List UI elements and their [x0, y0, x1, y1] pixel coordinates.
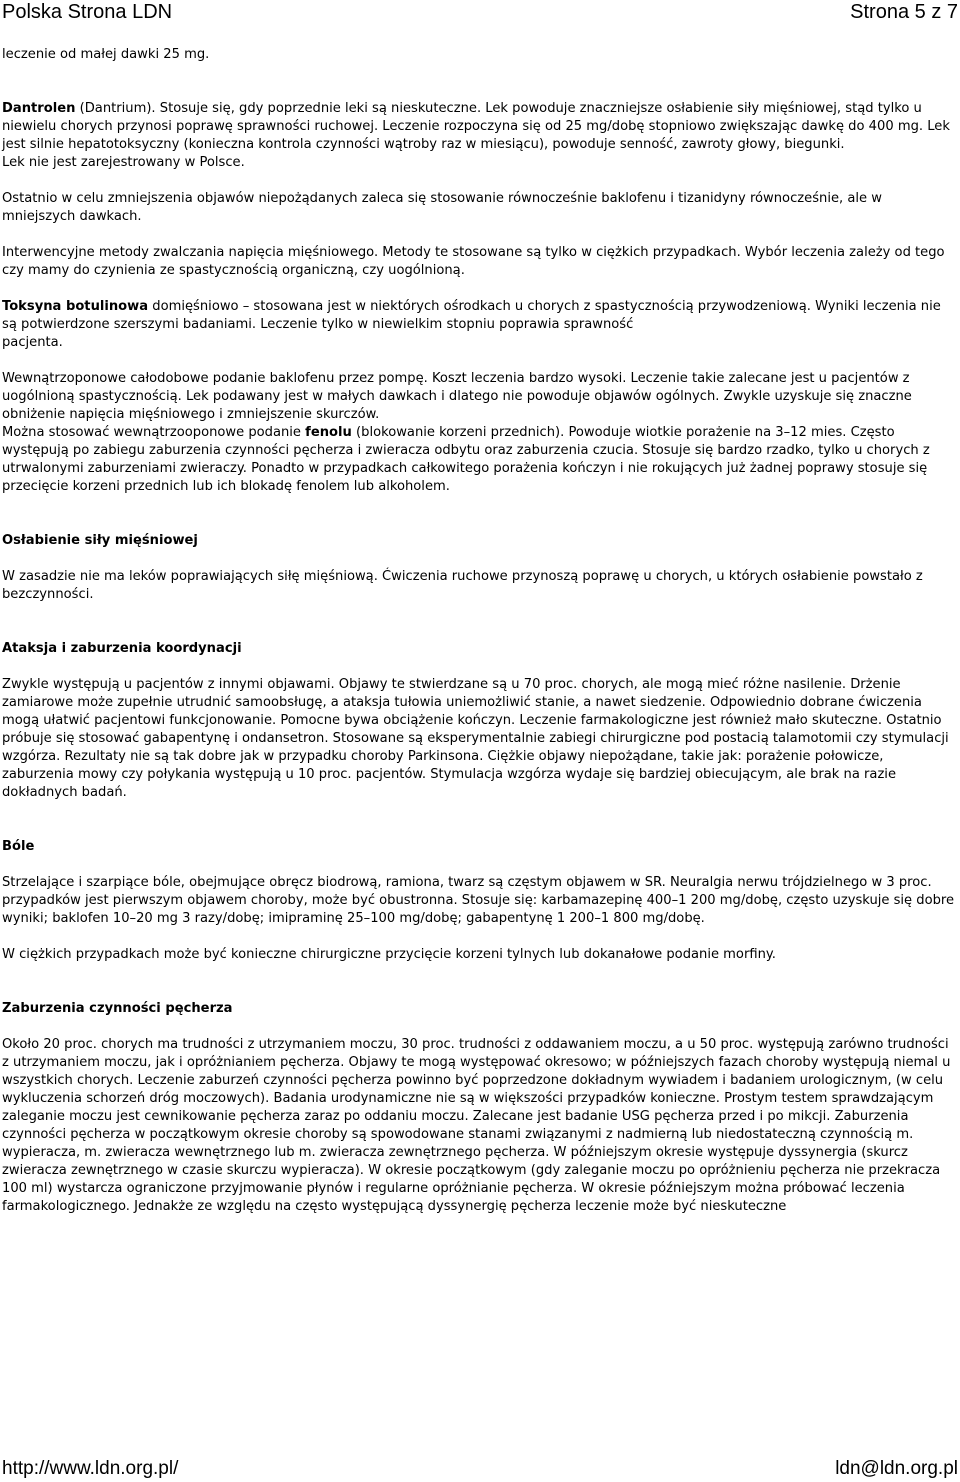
page-number: Strona 5 z 7 — [850, 1, 958, 23]
paragraph-text: (blokowanie korzeni przednich). Powoduje wiotkie porażenie na 3–12 mies. Często występują po zabiegu zaburzenia czynności pęcherza i zwieracza odbytu oraz zaburzenia czucia. Stosuje się bardzo rzadko, tylko u chorych z utrwalonymi zaburzeniami zwieraczy. Ponadto w przypadkach całkowitego porażenia kończyn i nie rokujących już żadnej poprawy stosuje się przecięcie korzeni przednich lub ich blokadę fenolem lub alkoholem. — [2, 425, 930, 494]
site-title: Polska Strona LDN — [2, 1, 173, 23]
section-heading: Bóle — [2, 839, 35, 854]
section-heading: Ataksja i zaburzenia koordynacji — [2, 641, 242, 656]
paragraph-text: Wewnątrzoponowe całodobowe podanie baklofenu przez pompę. Koszt leczenia bardzo wysoki. Leczenie takie zalecane jest u pacjentów z uogólnioną spastycznością. Lek podawany jest w małych dawkach i dlatego nie powoduje objawów ogólnych. Zwykle uzyskuje się znaczne obniżenie napięcia mięśniowego i zmniejszenie skurczów. Można stosować wewnątrzooponowe podanie — [2, 371, 912, 440]
paragraph-baclofen — [2, 370, 956, 496]
drug-name: Dantrolen — [2, 101, 76, 116]
footer-url[interactable]: http://www.ldn.org.pl/ — [2, 1458, 179, 1479]
paragraph-text: domięśniowo – stosowana jest w niektórych ośrodkach u chorych z spastycznością przywodzeniową. Wyniki leczenia nie są potwierdzone szerszymi badaniami. Leczenie tylko w niewielkim stopniu poprawia sprawność pacjenta. — [2, 299, 941, 350]
drug-name: fenolu — [305, 425, 352, 440]
drug-name: Toksyna botulinowa — [2, 299, 149, 314]
section-heading: Zaburzenia czynności pęcherza — [2, 1001, 233, 1016]
article-body — [2, 46, 956, 1234]
paragraph: W zasadzie nie ma leków poprawiających siłę mięśniową. Ćwiczenia ruchowe przynoszą poprawę u chorych, u których osłabienie powstało z bezczynności. — [2, 569, 923, 602]
paragraph-botulinum — [2, 298, 956, 352]
paragraph-dantrolen — [2, 100, 956, 172]
paragraph: Ostatnio w celu zmniejszenia objawów niepożądanych zaleca się stosowanie równocześnie baklofenu i tizanidyny równocześnie, ale w mniejszych dawkach. — [2, 191, 882, 224]
paragraph: leczenie od małej dawki 25 mg. — [2, 47, 210, 62]
paragraph: Interwencyjne metody zwalczania napięcia mięśniowego. Metody te stosowane są tylko w ciężkich przypadkach. Wybór leczenia zależy od tego czy mamy do czynienia ze spastycznością organiczną, czy uogólnioną. — [2, 245, 945, 278]
paragraph: Zwykle występują u pacjentów z innymi objawami. Objawy te stwierdzane są u 70 proc. chorych, ale mogą mieć różne nasilenie. Drżenie zamiarowe może zupełnie utrudnić samoobsługę, a ataksja tułowia uniemożliwić stanie, a nawet siedzenie. Odpowiednio dobrane ćwiczenia mogą ułatwić pacjentowi funkcjonowanie. Pomocne bywa obciążenie kończyn. Leczenie farmakologiczne jest również mało skuteczne. Ostatnio próbuje się stosować gabapentynę i ondansetron. Stosowane są eksperymentalnie zabiegi chirurgiczne pod postacią talamotomii czy stymulacji wzgórza. Rezultaty nie są tak dobre jak w przypadku choroby Parkinsona. Ciężkie objawy niepożądane, takie jak: porażenie połowicze, zaburzenia mowy czy połykania występują u 10 proc. pacjentów. Stymulacja wzgórza wydaje się bardziej obiecującym, ale brak na razie dokładnych badań. — [2, 677, 949, 800]
paragraph-text: (Dantrium). Stosuje się, gdy poprzednie leki są nieskuteczne. Lek powoduje znaczniejsze osłabienie siły mięśniowej, stąd tylko u niewielu chorych przynosi poprawę sprawności ruchowej. Leczenie rozpoczyna się od 25 mg/dobę stopniowo zwiększając dawkę do 400 mg. Lek jest silnie hepatotoksyczny (konieczna kontrola czynności wątroby raz w miesiącu), powoduje senność, zawroty głowy, biegunki. Lek nie jest zarejestrowany w Polsce. — [2, 101, 950, 170]
paragraph: W ciężkich przypadkach może być konieczne chirurgiczne przycięcie korzeni tylnych lub dokanałowe podanie morfiny. — [2, 947, 776, 962]
footer-email[interactable]: ldn@ldn.org.pl — [835, 1458, 958, 1479]
paragraph: Około 20 proc. chorych ma trudności z utrzymaniem moczu, 30 proc. trudności z oddawaniem moczu, a u 50 proc. występują zarówno trudności z utrzymaniem moczu, jak i opróżnianiem pęcherza. Objawy te mogą występować okresowo; w późniejszych fazach choroby występują niemal u wszystkich chorych. Leczenie zaburzeń czynności pęcherza powinno być poprzedzone dokładnym wywiadem i badaniem urologicznym, (w celu wykluczenia schorzeń dróg moczowych). Badania urodynamiczne nie są w większości przypadków konieczne. Prostym testem sprawdzającym zaleganie moczu jest cewnikowanie pęcherza zaraz po oddaniu moczu. Zalecane jest badanie USG pęcherza przed i po mikcji. Zaburzenia czynności pęcherza w początkowym okresie choroby są spowodowane stanami związanymi z nadmierną lub niedostateczną czynnością m. wypieracza, m. zwieracza wewnętrznego lub m. zwieracza zewnętrznego pęcherza. W późniejszym okresie występuje dyssynergia (skurcz zwieracza zewnętrznego w czasie skurczu wypieracza). W okresie początkowym (gdy zaleganie moczu po opróżnieniu pęcherza nie przekracza 100 ml) wystarcza ograniczone przyjmowanie płynów i regularne opróżnianie pęcherza. W okresie późniejszym można próbować leczenia farmakologicznego. Jednakże ze względu na często występującą dyssynergię pęcherza leczenie może być nieskuteczne — [2, 1037, 951, 1214]
paragraph: Strzelające i szarpiące bóle, obejmujące obręcz biodrową, ramiona, twarz są częstym objawem w SR. Neuralgia nerwu trójdzielnego w 3 proc. przypadków jest pierwszym objawem choroby, może być obustronna. Stosuje się: karbamazepinę 400–1 200 mg/dobę, często uzyskuje się dobre wyniki; baklofen 10–20 mg 3 razy/dobę; imipraminę 25–100 mg/dobę; gabapentynę 1 200–1 800 mg/dobę. — [2, 875, 955, 926]
page-footer — [0, 1458, 960, 1482]
page-header — [0, 0, 960, 28]
section-heading: Osłabienie siły mięśniowej — [2, 533, 198, 548]
